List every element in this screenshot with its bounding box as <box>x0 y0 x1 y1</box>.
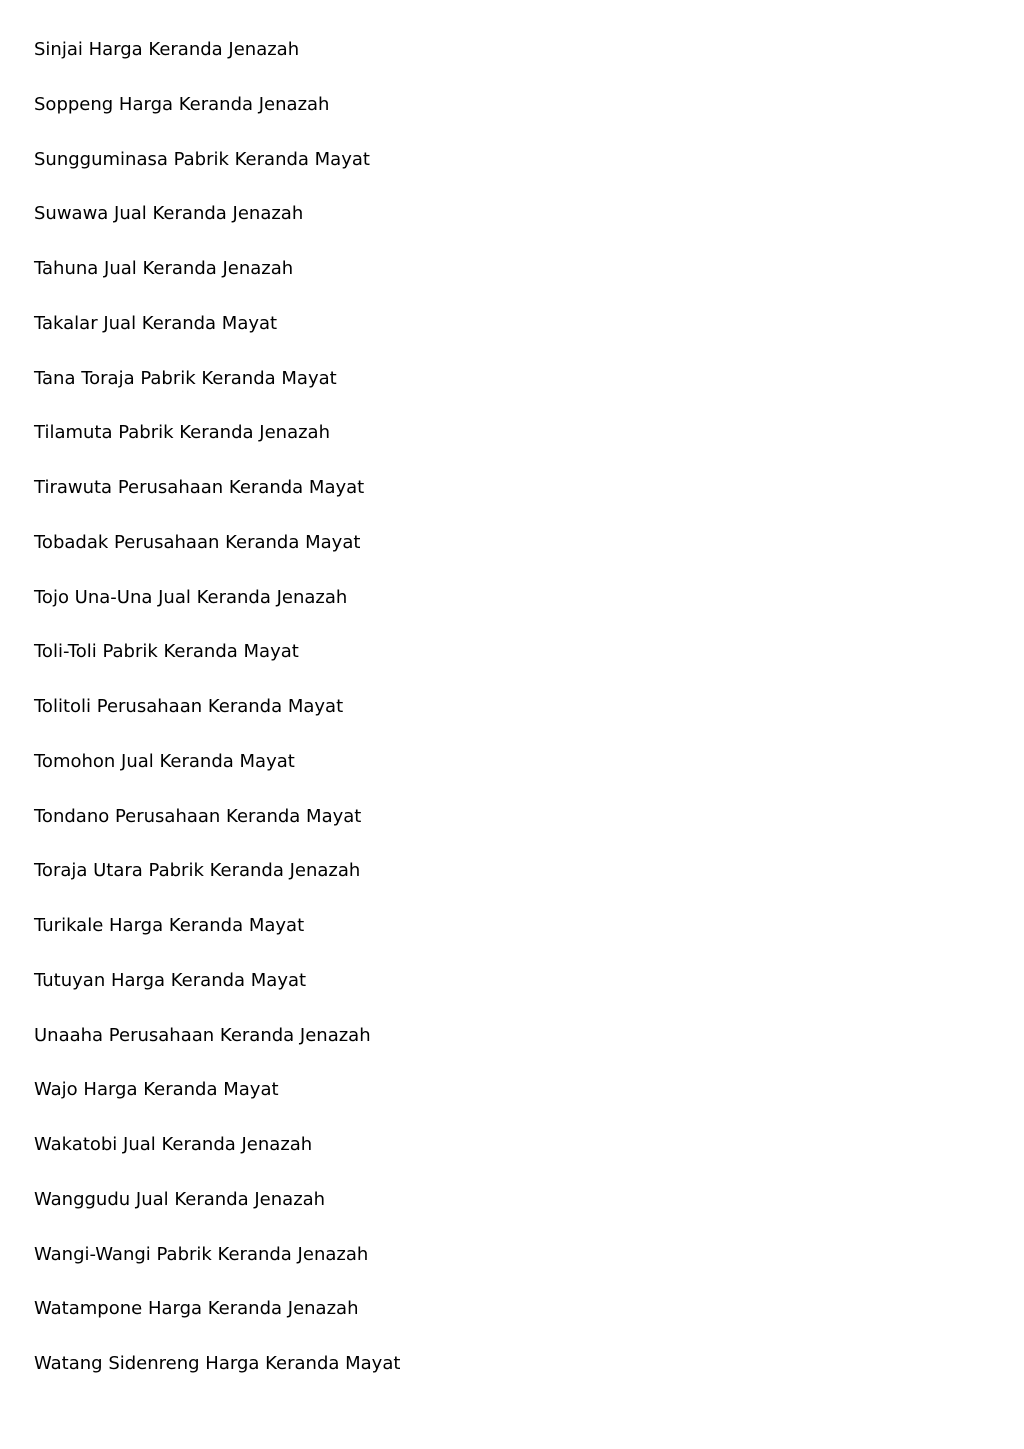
list-item: Toraja Utara Pabrik Keranda Jenazah <box>34 860 361 882</box>
list-item: Wanggudu Jual Keranda Jenazah <box>34 1188 326 1210</box>
list-item: Tana Toraja Pabrik Keranda Mayat <box>34 367 337 389</box>
list-item: Toli-Toli Pabrik Keranda Mayat <box>34 641 299 663</box>
list-item: Turikale Harga Keranda Mayat <box>34 915 305 936</box>
list-item: Tondano Perusahaan Keranda Mayat <box>34 805 362 827</box>
keyword-list <box>34 36 734 1405</box>
list-item: Sungguminasa Pabrik Keranda Mayat <box>34 148 370 170</box>
list-item: Sinjai Harga Keranda Jenazah <box>34 39 300 60</box>
list-item: Tirawuta Perusahaan Keranda Mayat <box>34 477 365 498</box>
list-item: Watang Sidenreng Harga Keranda Mayat <box>34 1353 401 1374</box>
list-item: Watampone Harga Keranda Jenazah <box>34 1298 359 1320</box>
list-item: Wangi-Wangi Pabrik Keranda Jenazah <box>34 1243 369 1265</box>
list-item: Takalar Jual Keranda Mayat <box>34 312 278 334</box>
list-item: Unaaha Perusahaan Keranda Jenazah <box>34 1024 371 1046</box>
list-item: Tobadak Perusahaan Keranda Mayat <box>34 531 361 553</box>
list-item: Tutuyan Harga Keranda Mayat <box>34 969 307 991</box>
list-item: Tomohon Jual Keranda Mayat <box>34 750 295 772</box>
list-item: Tolitoli Perusahaan Keranda Mayat <box>34 696 344 717</box>
list-item: Suwawa Jual Keranda Jenazah <box>34 203 304 225</box>
list-item: Soppeng Harga Keranda Jenazah <box>34 93 330 115</box>
list-item: Tahuna Jual Keranda Jenazah <box>34 258 294 279</box>
list-item: Wakatobi Jual Keranda Jenazah <box>34 1134 313 1155</box>
list-item: Tojo Una-Una Jual Keranda Jenazah <box>34 586 348 608</box>
list-item: Wajo Harga Keranda Mayat <box>34 1079 279 1101</box>
list-item: Tilamuta Pabrik Keranda Jenazah <box>34 422 330 444</box>
